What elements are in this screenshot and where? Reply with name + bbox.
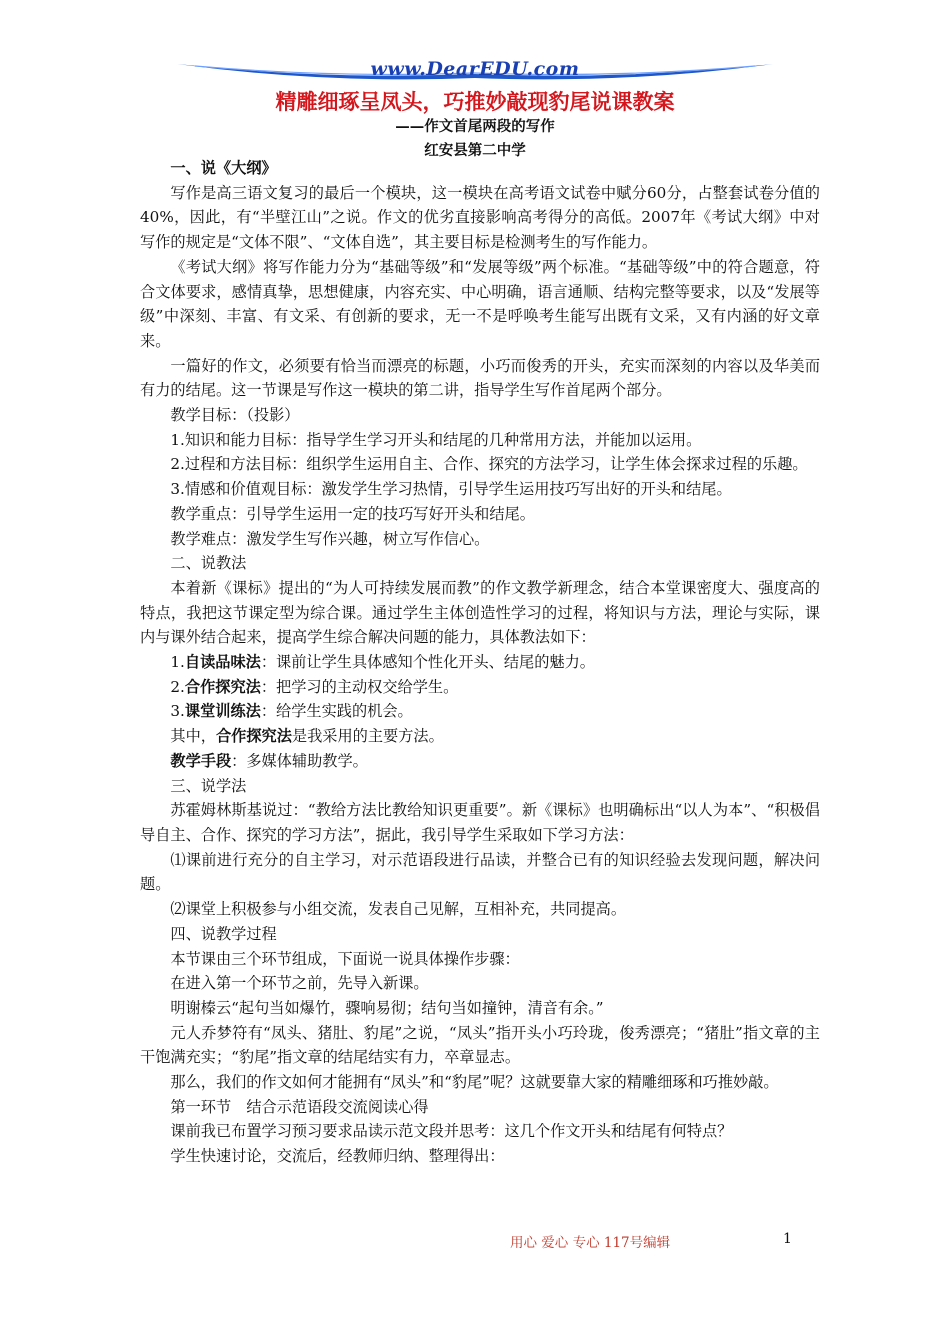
page-number: 1	[783, 1231, 792, 1247]
paragraph: 教学目标：（投影）	[170, 406, 300, 425]
method-item	[140, 699, 820, 724]
section-heading: 三、说学法	[170, 776, 247, 795]
method-item	[140, 650, 820, 675]
paragraph: 一篇好的作文，必须要有恰当而漂亮的标题，小巧而俊秀的开头，充实而深刻的内容以及华美而有力的结尾。这一节课是写作这一模块的第二讲，指导学生写作首尾两个部分。	[140, 356, 820, 400]
paragraph: 明谢榛云“起句当如爆竹，骤响易彻；结句当如撞钟，清音有余。”	[170, 998, 604, 1017]
paragraph: 学生快速讨论，交流后，经教师归纳、整理得出：	[170, 1147, 505, 1166]
paragraph: 《考试大纲》将写作能力分为“基础等级”和“发展等级”两个标准。“基础等级”中的符合题意，符合文体要求，感情真挚，思想健康，内容充实、中心明确，语言通顺、结构完整等要求，以及“发展等级”中深刻、丰富、有文采、有创新的要求，无一不是呼唤考生能写出既有文采，又有内涵的好文章来。	[140, 257, 820, 350]
method-item	[140, 675, 820, 700]
text-span: ：多媒体辅助教学。	[231, 751, 368, 770]
paragraph: 教学难点：激发学生写作兴趣，树立写作信心。	[170, 529, 490, 548]
paragraph: 在进入第一个环节之前，先导入新课。	[170, 974, 429, 993]
method-name: 课堂训练法	[184, 702, 261, 721]
method-desc: ：给学生实践的机会。	[260, 702, 413, 721]
site-banner	[175, 58, 775, 88]
school-name: 红安县第二中学	[424, 142, 526, 159]
method-number: 2.	[170, 677, 185, 696]
paragraph: 本节课由三个环节组成，下面说一说具体操作步骤：	[170, 949, 520, 968]
paragraph: ⑵课堂上积极参与小组交流，发表自己见解，互相补充，共同提高。	[170, 900, 627, 919]
method-name: 自读品味法	[184, 653, 261, 672]
paragraph: 第一环节 结合示范语段交流阅读心得	[170, 1097, 429, 1116]
method-number: 3.	[170, 702, 185, 721]
paragraph: 1.知识和能力目标：指导学生学习开头和结尾的几种常用方法，并能加以运用。	[170, 430, 702, 449]
paragraph: 那么，我们的作文如何才能拥有“凤头”和“豹尾”呢？这就要靠大家的精雕细琢和巧推妙敲。	[170, 1073, 779, 1092]
document-subtitle: ——作文首尾两段的写作	[395, 118, 555, 135]
paragraph: 元人乔梦符有“凤头、猪肚、豹尾”之说，“凤头”指开头小巧玲珑，俊秀漂亮；“猪肚”指文章的主干饱满充实；“豹尾”指文章的结尾结实有力，卒章显志。	[140, 1023, 820, 1067]
paragraph: 课前我已布置学习预习要求品读示范文段并思考：这几个作文开头和结尾有何特点？	[170, 1122, 733, 1141]
footer-text: 用心 爱心 专心 117号编辑	[510, 1235, 671, 1251]
method-desc: ：把学习的主动权交给学生。	[260, 677, 459, 696]
section-heading: 四、说教学过程	[170, 924, 277, 943]
site-url: www.DearEDU.com	[370, 58, 580, 80]
paragraph	[140, 724, 820, 749]
text-span: 其中，	[170, 727, 216, 746]
document-title: 精雕细琢呈凤头，巧推妙敲现豹尾说课教案	[275, 89, 675, 114]
paragraph: 3.情感和价值观目标：激发学生学习热情，引导学生运用技巧写出好的开头和结尾。	[170, 480, 732, 499]
bold-span: 合作探究法	[215, 727, 292, 746]
method-number: 1.	[170, 653, 185, 672]
method-desc: ：课前让学生具体感知个性化开头、结尾的魅力。	[260, 653, 595, 672]
bold-span: 教学手段	[170, 751, 232, 770]
paragraph: 教学重点：引导学生运用一定的技巧写好开头和结尾。	[170, 504, 535, 523]
text-span: 是我采用的主要方法。	[291, 727, 444, 746]
paragraph: 本着新《课标》提出的“为人可持续发展而教”的作文教学新理念，结合本堂课密度大、强度高的特点，我把这节课定型为综合课。通过学生主体创造性学习的过程，将知识与方法，理论与实际，课内与课外结合起来，提高学生综合解决问题的能力，具体教法如下：	[140, 578, 820, 647]
section-heading: 一、说《大纲》	[170, 159, 277, 177]
paragraph: 苏霍姆林斯基说过：“教给方法比教给知识更重要”。新《课标》也明确标出“以人为本”、“积极倡导自主、合作、探究的学习方法”，据此，我引导学生采取如下学习方法：	[140, 801, 820, 844]
paragraph: 写作是高三语文复习的最后一个模块，这一模块在高考语文试卷中赋分60分，占整套试卷分值的40%，因此，有“半壁江山”之说。作文的优劣直接影响高考得分的高低。2007年《考试大纲》中对写作的规定是“文体不限”、“文体自选”，其主要目标是检测考生的写作能力。	[140, 183, 820, 252]
document-body	[140, 156, 820, 1169]
paragraph: ⑴课前进行充分的自主学习，对示范语段进行品读，并整合已有的知识经验去发现问题，解决问题。	[140, 850, 820, 894]
method-name: 合作探究法	[184, 677, 261, 696]
paragraph	[140, 749, 820, 774]
section-heading: 二、说教法	[170, 554, 247, 573]
paragraph: 2.过程和方法目标：组织学生运用自主、合作、探究的方法学习，让学生体会探求过程的乐趣。	[170, 455, 808, 474]
